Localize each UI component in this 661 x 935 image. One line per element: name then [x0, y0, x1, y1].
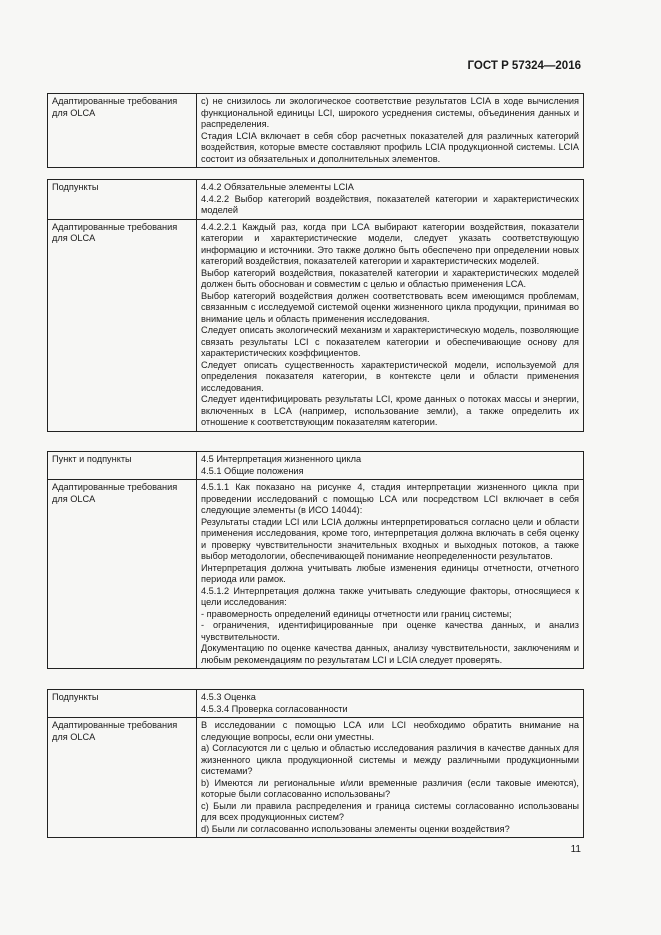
paragraph: 4.5.3.4 Проверка согласованности — [201, 703, 348, 714]
paragraph: c) Были ли правила распределения и граница системы согласованно использованы для всех продукционных систем? — [201, 800, 579, 822]
requirements-table-4 — [47, 689, 584, 838]
row-content — [197, 718, 584, 838]
paragraph: 4.4.2.2.1 Каждый раз, когда при LCA выбирают категории воздействия, показатели категории и характеристические модели, следует указать соответствующую информацию и источники. Это также должно быть обеспечено при определении новых категорий воздействия, показателей категории и характеристических моделей. — [201, 221, 579, 266]
paragraph: - правомерность определений единицы отчетности или границ системы; — [201, 608, 512, 619]
requirements-table-2 — [47, 179, 584, 432]
row-label: Адаптированные требования для OLCA — [48, 94, 197, 168]
paragraph: Выбор категорий воздействия должен соответствовать всем имеющимся проблемам, связанным с исследуемой системой оценки жизненного цикла продукции, принимая во внимание цель и область применения исследования. — [201, 290, 579, 324]
table-row — [48, 480, 584, 669]
row-label: Адаптированные требования для OLCA — [48, 718, 197, 838]
table-row — [48, 718, 584, 838]
paragraph: Стадия LCIA включает в себя сбор расчетных показателей для различных категорий воздействия, которые вместе составляют профиль LCIA продукционной системы. LCIA состоит из обязательных и дополнительных элементов. — [201, 130, 579, 164]
requirements-table-1 — [47, 93, 584, 168]
table-row — [48, 180, 584, 220]
paragraph: 4.5.1 Общие положения — [201, 465, 304, 476]
row-label: Подпункты — [48, 690, 197, 718]
paragraph: c) не снизилось ли экологическое соответствие результатов LCIA в ходе вычисления функциональной единицы LCI, широкого усреднения системы, объединения данных и распределения. — [201, 96, 579, 129]
paragraph: a) Согласуются ли с целью и областью исследования различия в качестве данных для жизненного цикла продукционной системы и между различными продукционными системами? — [201, 743, 579, 776]
paragraph: d) Были ли согласованно использованы элементы оценки воздействия? — [201, 823, 510, 834]
row-content — [197, 480, 584, 669]
page-number: 11 — [570, 844, 581, 855]
paragraph: Документацию по оценке качества данных, анализу чувствительности, заключениям и любым рекомендациям по результатам LCI и LCIA следует проверять. — [201, 643, 579, 665]
row-content — [197, 219, 584, 431]
paragraph: В исследовании с помощью LCA или LCI необходимо обратить внимание на следующие вопросы, если они уместны. — [201, 720, 579, 742]
paragraph: Интерпретация должна учитывать любые изменения единицы отчетности, отчетного периода или рамок. — [201, 562, 579, 584]
requirements-table-3 — [47, 451, 584, 669]
row-label: Подпункты — [48, 180, 197, 220]
paragraph: Результаты стадии LCI или LCIA должны интерпретироваться согласно цели и области применения исследования, кроме того, интерпретация должна включать в себя оценку и проверку чувствительности значительных входных и выходных потоков, а также выбор методологии, обеспечивающей понимание неопределенности результатов. — [201, 516, 579, 561]
paragraph: Выбор категорий воздействия, показателей категории и характеристических моделей должен быть обоснован и совместим с целью и областью применения LCA. — [201, 267, 579, 289]
paragraph: Следует идентифицировать результаты LCI, кроме данных о потоках массы и энергии, включенных в LCA (например, использование земли), а также определить их отношение к соответствующим показателям категории. — [201, 394, 579, 427]
table-row — [48, 452, 584, 480]
paragraph: Следует описать экологический механизм и характеристическую модель, позволяющие связать результаты LCI с показателем категории и обеспечивающие основу для характеристических коэффициентов. — [201, 325, 579, 358]
paragraph: 4.5.1.2 Интерпретация должна также учитывать следующие факторы, относящиеся к цели исследования: — [201, 585, 579, 607]
row-label: Адаптированные требования для OLCA — [48, 219, 197, 431]
paragraph: 4.5 Интерпретация жизненного цикла — [201, 454, 362, 464]
paragraph: 4.5.3 Оценка — [201, 692, 256, 702]
row-label: Адаптированные требования для OLCA — [48, 480, 197, 669]
table-row — [48, 94, 584, 168]
row-content — [197, 94, 584, 168]
table-row — [48, 690, 584, 718]
row-content — [197, 690, 584, 718]
row-content — [197, 452, 584, 480]
paragraph: 4.5.1.1 Как показано на рисунке 4, стадия интерпретации жизненного цикла при проведении исследований с помощью LCA или посредством LCI включает в себя следующие элементы (в ИСО 14044): — [201, 482, 579, 515]
paragraph: Следует описать существенность характеристической модели, используемой для определения показателя категории, в контексте цели и области применения исследования. — [201, 359, 579, 393]
paragraph: b) Имеются ли региональные и/или временные различия (если таковые имеются), которые были согласованно использованы? — [201, 777, 579, 799]
row-content — [197, 180, 584, 220]
table-row — [48, 219, 584, 431]
document-id: ГОСТ Р 57324—2016 — [467, 60, 581, 72]
row-label: Пункт и подпункты — [48, 452, 197, 480]
paragraph: 4.4.2.2 Выбор категорий воздействия, показателей категории и характеристических моделей — [201, 193, 579, 215]
paragraph: 4.4.2 Обязательные элементы LCIA — [201, 182, 354, 192]
paragraph: - ограничения, идентифицированные при оценке качества данных, и анализ чувствительности. — [201, 620, 579, 642]
